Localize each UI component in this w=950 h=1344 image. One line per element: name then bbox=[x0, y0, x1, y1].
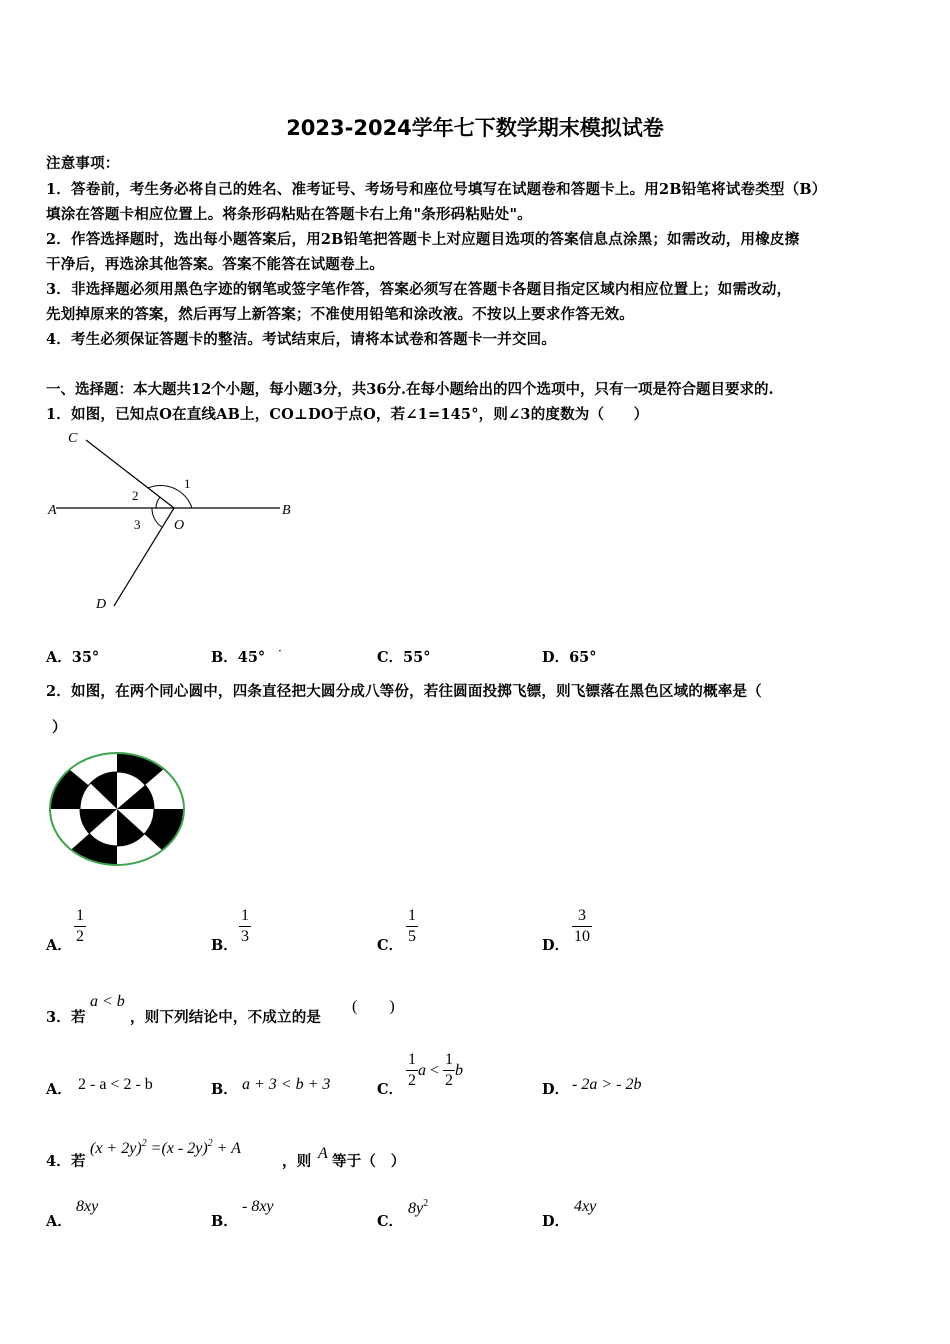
q3-label-b: B． bbox=[211, 1081, 238, 1098]
question-3-paren: ( ) bbox=[352, 998, 395, 1015]
question-1-stem: 1．如图，已知点O在直线AB上，CO⊥DO于点O，若∠1=145°，则∠3的度数为（ ） bbox=[46, 406, 649, 423]
question-3-text: ，则下列结论中，不成立的是 bbox=[130, 1009, 322, 1026]
q2-label-c: C． bbox=[377, 937, 404, 954]
q4-option-d: 4xy bbox=[574, 1198, 597, 1215]
question-4-end: 等于（ ） bbox=[332, 1153, 406, 1170]
q2-label-a: A． bbox=[46, 937, 72, 954]
q1-option-a: A．35° bbox=[46, 649, 100, 666]
question-4-equation: $(x + 2y)^2 =(x - 2y)^2 + A$ bbox=[90, 1138, 241, 1157]
q4-option-c: $8y^2$ bbox=[408, 1198, 429, 1217]
q4-label-a: A． bbox=[46, 1213, 72, 1230]
fraction: $\frac{1}{2}$ bbox=[76, 907, 84, 945]
notice-heading: 注意事项： bbox=[46, 155, 120, 172]
question-3-prefix: 3．若 bbox=[46, 1009, 86, 1026]
angle-3-label: 3 bbox=[134, 517, 141, 532]
q1-option-c: C．55° bbox=[377, 649, 431, 666]
angle-1-label: 1 bbox=[184, 476, 191, 491]
notice-line: 1．答卷前，考生务必将自己的姓名、准考证号、考场号和座位号填写在试题卷和答题卡上。用2B铅笔将试卷类型（B） bbox=[46, 181, 827, 198]
q3-option-d: - 2a > - 2b bbox=[572, 1076, 642, 1093]
label-b: B bbox=[282, 503, 291, 518]
q2-option-b bbox=[239, 906, 251, 947]
q4-label-b: B． bbox=[211, 1213, 238, 1230]
fraction: $\frac{1}{2}$ bbox=[445, 1051, 454, 1089]
notice-line: 干净后，再选涂其他答案。答案不能答在试题卷上。 bbox=[46, 256, 385, 273]
label-a: A bbox=[48, 503, 57, 518]
notice-line: 4．考生必须保证答题卡的整洁。考试结束后，请将本试卷和答题卡一并交回。 bbox=[46, 331, 557, 348]
question-4-var: A bbox=[318, 1145, 328, 1162]
q3-label-d: D． bbox=[542, 1081, 570, 1098]
question-4-then: ，则 bbox=[282, 1153, 312, 1170]
question-2-paren: ） bbox=[52, 719, 67, 736]
label-o: O bbox=[174, 518, 185, 533]
q2-label-b: B． bbox=[211, 937, 238, 954]
notice-line: 先划掉原来的答案，然后再写上新答案；不准使用铅笔和涂改液。不按以上要求作答无效。 bbox=[46, 306, 634, 323]
q1-option-b: B．45° bbox=[211, 649, 266, 666]
fraction: $\frac{1}{5}$ bbox=[408, 907, 416, 945]
q4-label-c: C． bbox=[377, 1213, 404, 1230]
fraction: $\frac{3}{10}$ bbox=[574, 907, 590, 945]
q3-option-a: 2 - a < 2 - b bbox=[78, 1076, 153, 1093]
q3-option-b: a + 3 < b + 3 bbox=[242, 1076, 331, 1093]
q3-label-a: A． bbox=[46, 1081, 72, 1098]
q2-option-a bbox=[74, 906, 86, 947]
fraction: $\frac{1}{2}$ bbox=[408, 1051, 416, 1089]
fraction: $\frac{1}{3}$ bbox=[241, 907, 249, 945]
q4-option-b: - 8xy bbox=[242, 1198, 274, 1215]
notice-line: 3．非选择题必须用黑色字迹的钢笔或签字笔作答，答案必须写在答题卡各题目指定区域内相应位置上；如需改动， bbox=[46, 281, 792, 298]
angle-2-label: 2 bbox=[132, 488, 139, 503]
q3-label-c: C． bbox=[377, 1081, 404, 1098]
q4-option-a: 8xy bbox=[76, 1198, 99, 1215]
question-2-stem: 2．如图，在两个同心圆中，四条直径把大圆分成八等份，若往圆面投掷飞镖，则飞镖落在黑色区域的概率是（ bbox=[46, 683, 762, 700]
page-title: 2023-2024学年七下数学期末模拟试卷 bbox=[286, 116, 664, 140]
question-3-condition: a < b bbox=[90, 993, 125, 1010]
dartboard-figure bbox=[46, 750, 192, 872]
stray-mark: · bbox=[278, 644, 282, 658]
notice-line: 填涂在答题卡相应位置上。将条形码粘贴在答题卡右上角"条形码粘贴处"。 bbox=[46, 206, 532, 223]
q1-option-d: D．65° bbox=[542, 649, 597, 666]
notice-line: 2．作答选择题时，选出每小题答案后，用2B铅笔把答题卡上对应题目选项的答案信息点涂黑；如需改动，用橡皮擦 bbox=[46, 231, 800, 248]
q2-label-d: D． bbox=[542, 937, 570, 954]
q2-option-d bbox=[572, 906, 592, 947]
label-c: C bbox=[68, 431, 78, 446]
q3-option-c: $\frac{1}{2}$ a < $\frac{1}{2}$ b bbox=[408, 1051, 464, 1089]
label-d: D bbox=[96, 597, 107, 612]
q4-label-d: D． bbox=[542, 1213, 570, 1230]
section-heading: 一、选择题：本大题共12个小题，每小题3分，共36分.在每小题给出的四个选项中，只有一项是符合题目要求的. bbox=[46, 381, 774, 398]
angle-figure bbox=[44, 428, 304, 618]
q2-option-c bbox=[406, 906, 418, 947]
question-4-prefix: 4．若 bbox=[46, 1153, 86, 1170]
